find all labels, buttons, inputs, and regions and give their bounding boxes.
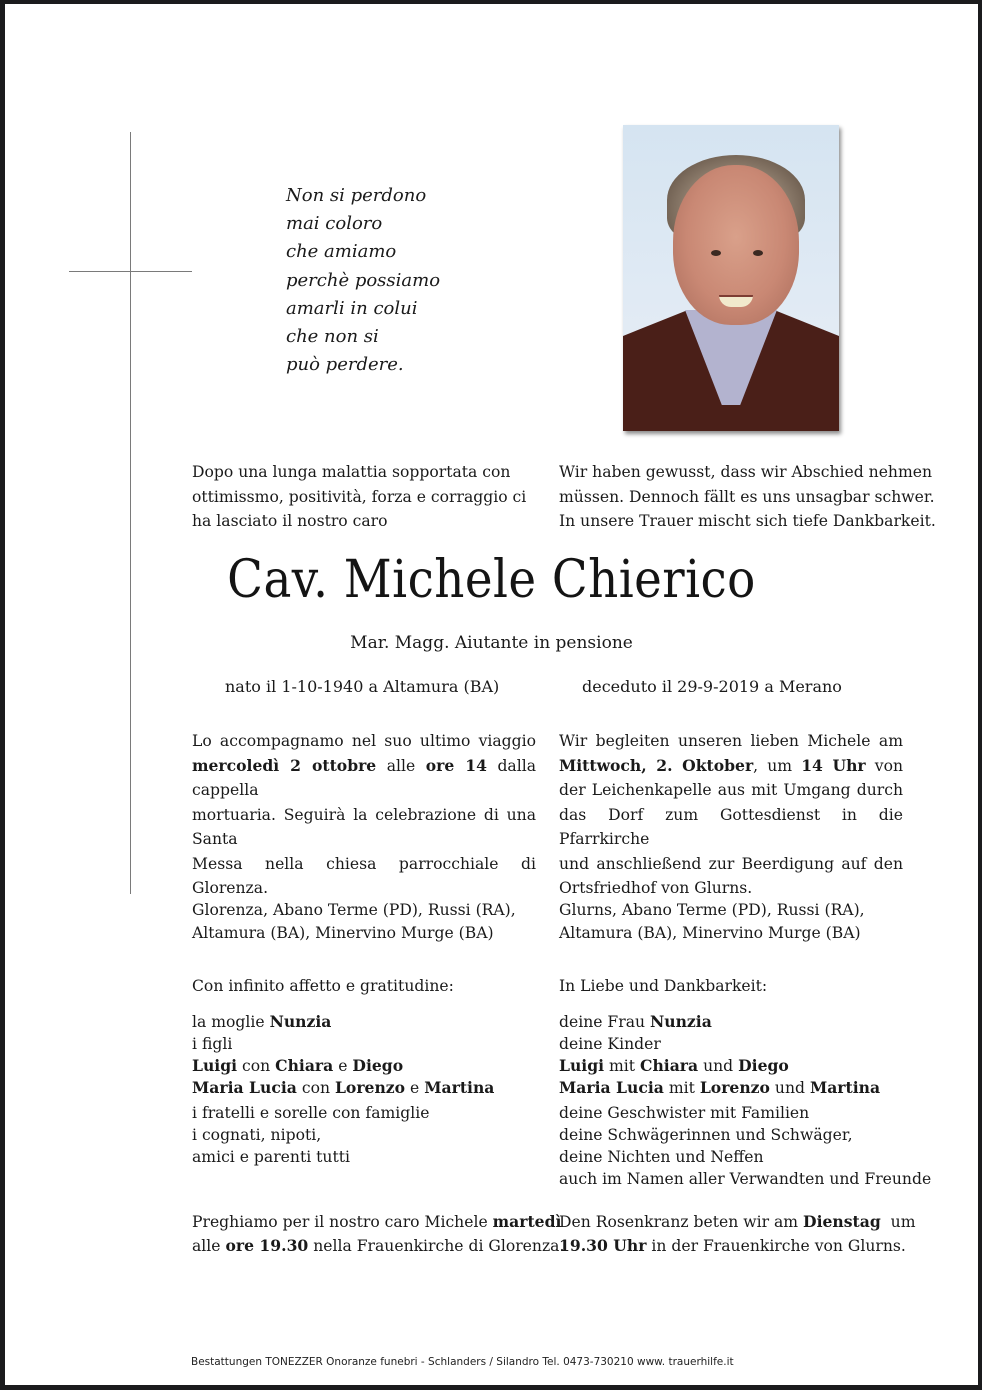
mourners-heading-italian: Con infinito affetto e gratitudine: <box>192 977 454 995</box>
funeral-time: ore 14 <box>425 755 487 775</box>
funeral-line: der Leichenkapelle aus mit Umgang durch <box>559 781 903 799</box>
mourners-german <box>559 1011 932 1190</box>
mourner-name: Nunzia <box>269 1012 332 1031</box>
funeral-date: mercoledì 2 ottobre <box>192 755 377 775</box>
mourner-line <box>559 1077 903 1099</box>
mourners-italian <box>192 1011 536 1168</box>
mourner-text: und <box>698 1057 739 1075</box>
mourner-name: Lorenzo <box>334 1078 406 1097</box>
mourner-line: i fratelli e sorelle con famiglie <box>192 1104 430 1122</box>
poem-line: può perdere. <box>286 354 404 376</box>
mourner-text: e <box>405 1079 425 1097</box>
places-line: Altamura (BA), Minervino Murge (BA) <box>559 924 861 942</box>
funeral-line <box>559 754 903 779</box>
places-german <box>559 899 903 945</box>
intro-line: müssen. Dennoch fällt es uns unsagbar schwer. <box>559 487 935 506</box>
rosary-line <box>192 1234 565 1258</box>
poem-line: Non si perdono <box>286 185 427 206</box>
mourner-name: Nunzia <box>650 1012 712 1031</box>
funeral-line: mortuaria. Seguirà la celebrazione di una Santa <box>192 805 536 848</box>
places-line: Glurns, Abano Terme (PD), Russi (RA), <box>559 901 865 919</box>
mourners-heading-german: In Liebe und Dankbarkeit: <box>559 977 768 995</box>
intro-line: Dopo una lunga malattia sopportata con <box>192 463 511 481</box>
rosary-text: alle <box>192 1237 226 1255</box>
mourner-name: Martina <box>809 1078 881 1097</box>
rosary-day: martedì <box>492 1212 562 1231</box>
funeral-line: Wir begleiten unseren lieben Michele am <box>559 732 903 750</box>
rosary-italian <box>192 1210 565 1258</box>
poem-line: che non si <box>286 326 379 348</box>
poem-line: amarli in colui <box>286 297 418 319</box>
mourner-text: con <box>237 1057 276 1075</box>
rosary-line <box>192 1210 562 1234</box>
mourner-name: Chiara <box>640 1056 699 1075</box>
mourner-text: und <box>769 1079 810 1097</box>
mourner-text: con <box>296 1079 335 1097</box>
mourner-line: deine Geschwister mit Familien <box>559 1104 810 1122</box>
mourner-text: la moglie <box>192 1013 270 1031</box>
rosary-line <box>559 1210 916 1234</box>
rosary-time: 19.30 Uhr <box>559 1236 647 1255</box>
funeral-line: Lo accompagnamo nel suo ultimo viaggio <box>192 732 536 750</box>
cross-icon-horizontal <box>69 271 192 272</box>
funeral-line: Ortsfriedhof von Glurns. <box>559 879 753 897</box>
intro-line: ha lasciato il nostro caro <box>192 512 388 530</box>
places-italian <box>192 899 536 945</box>
mourner-text: mit <box>663 1079 700 1097</box>
mourner-line: deine Schwägerinnen und Schwäger, <box>559 1126 853 1144</box>
mourner-name: Chiara <box>275 1056 334 1075</box>
birth-info: nato il 1-10-1940 a Altamura (BA) <box>225 677 500 696</box>
mourner-name: Maria Lucia <box>559 1078 664 1097</box>
mourner-line: deine Nichten und Neffen <box>559 1148 764 1166</box>
rosary-text: um <box>880 1213 916 1231</box>
funeral-line: das Dorf zum Gottesdienst in die Pfarrkirche <box>559 805 903 848</box>
rosary-line <box>559 1234 906 1258</box>
intro-italian <box>192 460 536 534</box>
intro-line: In unsere Trauer mischt sich tiefe Dankbarkeit. <box>559 512 936 530</box>
funeral-german <box>559 729 903 901</box>
rosary-text: Den Rosenkranz beten wir am <box>559 1213 804 1231</box>
funeral-time: 14 Uhr <box>801 755 866 775</box>
mourner-name: Martina <box>424 1078 495 1097</box>
funeral-text: von <box>865 756 904 775</box>
rosary-text: nella Frauenkirche di Glorenza. <box>308 1237 565 1255</box>
cross-icon-vertical <box>130 132 131 894</box>
poem-line: che amiamo <box>286 241 397 263</box>
mourner-line: amici e parenti tutti <box>192 1148 350 1166</box>
mourner-line: auch im Namen aller Verwandten und Freunde <box>559 1170 932 1188</box>
mourner-name: Lorenzo <box>699 1078 770 1097</box>
mourner-line: i figli <box>192 1035 233 1053</box>
mourner-text: e <box>333 1057 353 1075</box>
rosary-german <box>559 1210 916 1258</box>
mourner-line: i cognati, nipoti, <box>192 1126 322 1144</box>
funeral-italian <box>192 729 536 901</box>
death-info: deceduto il 29-9-2019 a Merano <box>582 677 842 696</box>
rosary-text: in der Frauenkirche von Glurns. <box>646 1237 906 1255</box>
deceased-title: Mar. Magg. Aiutante in pensione <box>350 633 633 653</box>
deceased-name: Cav. Michele Chierico <box>227 550 756 610</box>
mourner-line <box>192 1055 536 1077</box>
photo-eye <box>711 250 721 256</box>
mourner-name: Diego <box>352 1056 404 1075</box>
rosary-day: Dienstag <box>803 1212 881 1231</box>
funeral-home-footer: Bestattungen TONEZZER Onoranze funebri - Schlanders / Silandro Tel. 0473-730210 www. trauerhilfe.it <box>191 1356 734 1368</box>
mourner-name: Luigi <box>559 1056 605 1075</box>
mourner-line <box>192 1011 536 1033</box>
mourner-line: deine Kinder <box>559 1035 661 1053</box>
funeral-text: , um <box>753 756 802 775</box>
poem <box>286 182 440 379</box>
funeral-date: Mittwoch, 2. Oktober <box>559 755 754 775</box>
mourner-name: Diego <box>738 1056 789 1075</box>
mourner-name: Maria Lucia <box>192 1078 297 1097</box>
mourner-text: deine Frau <box>559 1013 650 1031</box>
funeral-text: dalla cappella <box>192 756 536 799</box>
funeral-line: und anschließend zur Beerdigung auf den <box>559 854 903 873</box>
places-line: Altamura (BA), Minervino Murge (BA) <box>192 924 494 942</box>
funeral-text: alle <box>376 756 426 775</box>
funeral-line <box>192 754 536 803</box>
mourner-line <box>192 1077 536 1099</box>
intro-line: ottimissmo, positività, forza e corraggio ci <box>192 487 527 506</box>
photo-eye <box>753 250 763 256</box>
intro-line: Wir haben gewusst, dass wir Abschied nehmen <box>559 463 933 481</box>
poem-line: mai coloro <box>286 213 383 235</box>
mourner-line <box>559 1055 903 1077</box>
mourner-name: Luigi <box>192 1056 238 1075</box>
places-line: Glorenza, Abano Terme (PD), Russi (RA), <box>192 901 516 919</box>
mourner-line <box>559 1011 903 1033</box>
obituary-page <box>5 4 978 1385</box>
mourner-text: mit <box>604 1057 641 1075</box>
rosary-text: Preghiamo per il nostro caro Michele <box>192 1213 493 1231</box>
rosary-time: ore 19.30 <box>225 1236 309 1255</box>
intro-german <box>559 460 936 534</box>
funeral-line: Messa nella chiesa parrocchiale di Glorenza. <box>192 854 536 897</box>
portrait-photo <box>623 125 839 431</box>
poem-line: perchè possiamo <box>286 269 441 291</box>
